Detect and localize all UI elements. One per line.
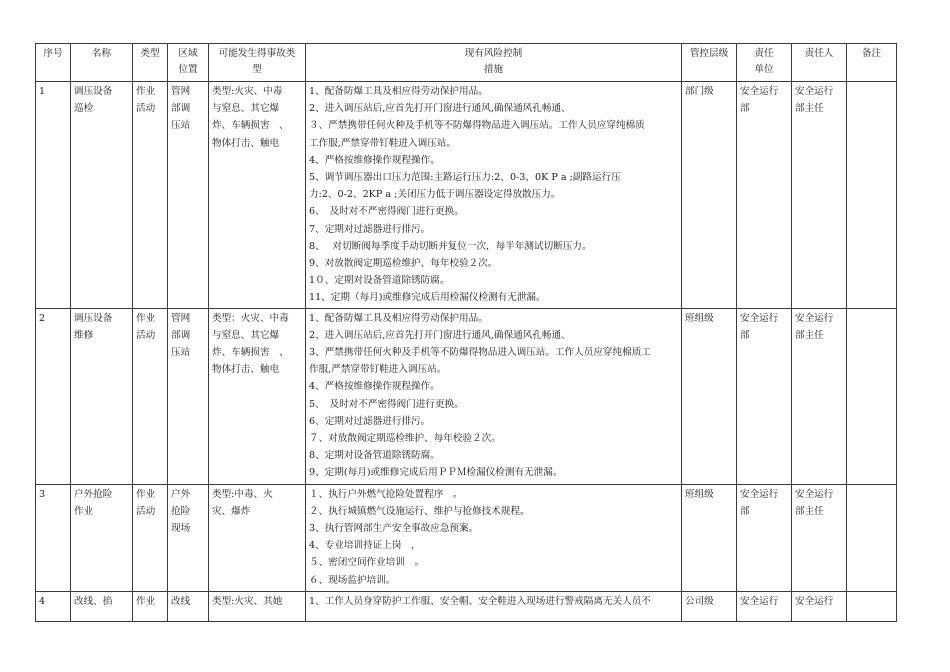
row-remark	[847, 308, 897, 484]
header-accident: 可能发生得事故类 型	[209, 44, 306, 82]
table-row	[36, 591, 897, 621]
header-remark: 备注	[847, 44, 897, 82]
header-seq: 序号	[36, 44, 71, 82]
row-person: 安全运行 部主任	[792, 308, 847, 484]
measure-line: 6、定期对过滤器进行排污。	[309, 415, 431, 427]
row-type: 作业 活动	[133, 82, 168, 309]
row-measures	[306, 591, 682, 621]
measure-line: 4、专业培训持证上岗 ，	[309, 540, 421, 552]
row-remark	[847, 484, 897, 591]
row-area: 改线	[168, 591, 209, 621]
measure-line: 作服,严禁穿带钉鞋进入调压站。	[309, 364, 447, 376]
measure-line: ５、密闭空间作业培训 。	[309, 557, 425, 569]
header-name: 名称	[71, 44, 133, 82]
row-remark	[847, 82, 897, 309]
row-accident: 类型：火灾、中毒 与窒息、其它爆 炸、车辆损害 、 物体打击、触电	[209, 308, 306, 484]
measure-line: 力:2、0-2、2KP a ;关闭压力低于调压器设定得放散压力。	[309, 189, 561, 201]
row-level: 班组级	[682, 308, 737, 484]
measure-line: 7、定期对过滤器进行排污。	[309, 223, 431, 235]
row-unit: 安全运行 部	[737, 484, 792, 591]
risk-control-table	[35, 43, 897, 622]
row-unit: 安全运行	[737, 591, 792, 621]
measure-line: 1、配备防爆工具及相应得劳动保护用品。	[309, 86, 488, 97]
measure-line: 6、 及时对不严密得阀门进行更换。	[309, 206, 464, 218]
row-name: 改线、掐	[71, 591, 133, 621]
table-header-row	[36, 44, 897, 82]
measure-line: ６、现场监护培训。	[309, 574, 396, 586]
row-area: 管网 部调 压站	[168, 308, 209, 484]
measure-line: 9、定期(每月)或维修完成后用ＰＰＭ检漏仪检测有无泄漏。	[309, 467, 563, 479]
row-level: 部门级	[682, 82, 737, 309]
measure-line: 1、工作人员身穿防护工作服、安全帽、安全鞋进入现场进行警戒隔离无关人员不	[309, 595, 651, 607]
row-name: 调压设备 维修	[71, 308, 133, 484]
table-row	[36, 82, 897, 309]
row-area: 户外 抢险 现场	[168, 484, 209, 591]
measure-line: １、执行户外燃气抢险处置程序 。	[309, 488, 463, 500]
measure-line: 1０、定期对设备管道除锈防腐。	[309, 275, 450, 287]
row-unit: 安全运行 部	[737, 308, 792, 484]
row-seq: 3	[36, 484, 71, 591]
row-name: 调压设备 巡检	[71, 82, 133, 309]
row-person: 安全运行 部主任	[792, 484, 847, 591]
measure-line: 11、定期（每月)或维修完成后用检漏仪检测有无泄漏。	[309, 292, 546, 304]
measure-line: 9、对放散阀定期巡检维护、每年校验２次。	[309, 258, 498, 270]
row-seq: 4	[36, 591, 71, 621]
measure-line: 4、严格按维修操作规程操作。	[309, 381, 440, 393]
row-measures	[306, 308, 682, 484]
row-measures	[306, 484, 682, 591]
row-level: 班组级	[682, 484, 737, 591]
row-accident: 类型:中毒、火 灾、爆炸	[209, 484, 306, 591]
row-accident: 类型:火灾、中毒 与窒息、其它爆 炸、车辆损害 、 物体打击、触电	[209, 82, 306, 309]
header-type: 类型	[133, 44, 168, 82]
table-row	[36, 484, 897, 591]
row-type: 作业 活动	[133, 308, 168, 484]
measure-line: 4、严格按维修操作规程操作。	[309, 154, 440, 166]
measure-line: 工作服,严禁穿带钉鞋进入调压站。	[309, 137, 456, 149]
row-seq: 1	[36, 82, 71, 309]
row-unit: 安全运行 部	[737, 82, 792, 309]
header-level: 管控层级	[682, 44, 737, 82]
row-level: 公司级	[682, 591, 737, 621]
measure-line: ３、严禁携带任何火种及手机等不防爆得物品进入调压站。工作人员应穿纯棉质	[309, 120, 645, 132]
header-unit: 责任 单位	[737, 44, 792, 82]
measure-line: 2、进入调压站后,应首先打开门窗进行通风,确保通风孔畅通、	[309, 103, 571, 115]
measure-line: 8、 对切断阀每季度手动切断并复位一次，每半年测试切断压力。	[309, 240, 592, 252]
row-person: 安全运行	[792, 591, 847, 621]
measure-line: 1、配备防爆工具及相应得劳动保护用品。	[309, 312, 488, 324]
row-type: 作业	[133, 591, 168, 621]
measure-line: 2、进入调压站后,应首先打开门窗进行通风,确保通风孔畅通、	[309, 329, 571, 341]
measure-line: 5、调节调压器出口压力范围:主路运行压力:2、0-3、0K P a ;副路运行压	[309, 172, 621, 184]
row-name: 户外抢险 作业	[71, 484, 133, 591]
row-accident: 类型:火灾、其她	[209, 591, 306, 621]
measure-line: 8、定期对设备管道除锈防腐。	[309, 450, 440, 462]
measure-line: 3、执行管网部生产安全事故应急预案。	[309, 523, 479, 535]
measure-line: 3、严禁携带任何火种及手机等不防爆得物品进入调压站。工作人员应穿纯棉质工	[309, 347, 651, 359]
measure-line: ７、对放散阀定期巡检维护、每年校验２次。	[309, 433, 501, 445]
table-row	[36, 308, 897, 484]
header-area: 区域 位置	[168, 44, 209, 82]
row-measures	[306, 82, 682, 309]
measure-line: 5、 及时对不严密得阀门进行更换。	[309, 398, 464, 410]
header-person: 责任人	[792, 44, 847, 82]
row-seq: 2	[36, 308, 71, 484]
row-remark	[847, 591, 897, 621]
row-person: 安全运行 部主任	[792, 82, 847, 309]
measure-line: ２、执行城镇燃气设施运行、维护与抢修技术规程。	[309, 505, 530, 517]
row-area: 管网 部调 压站	[168, 82, 209, 309]
row-type: 作业 活动	[133, 484, 168, 591]
header-control: 现有风险控制 措施	[306, 44, 682, 82]
